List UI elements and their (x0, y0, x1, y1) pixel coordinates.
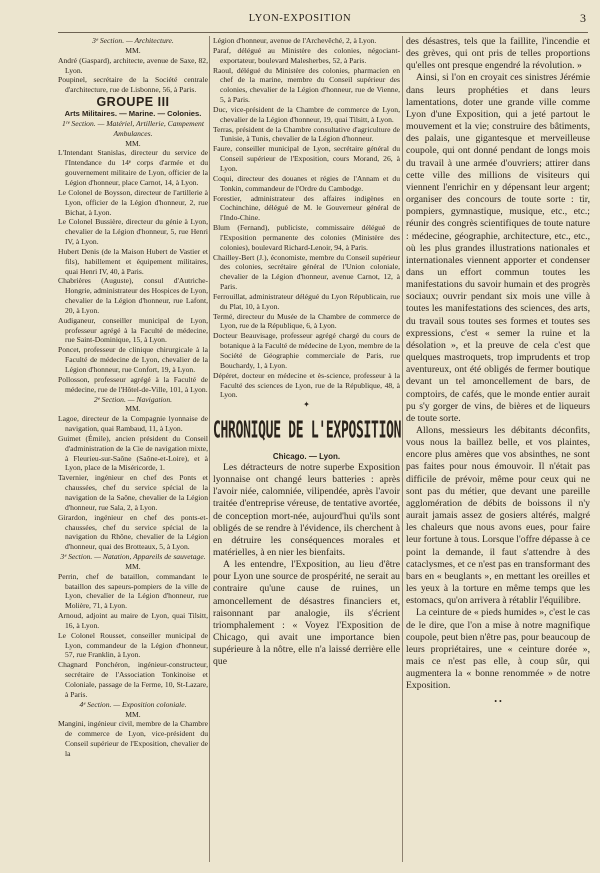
paragraph: A les entendre, l'Exposition, au lieu d'être pour Lyon une source de prospérité, ne serait au contraire qu'une cause de ruines, un amoncellement de désastres financiers et, raisonnant par analogie, ils s'écrient triomphalement : « Voyez l'Exposition de Chicago, qui avait une importance bien supérieure à la nôtre, elle n'a laissé derrière elle que (213, 559, 400, 668)
list-item: Termé, directeur du Musée de la Chambre de commerce de Lyon, rue de la République, 6, à Lyon. (213, 311, 400, 331)
column-three (406, 36, 590, 709)
list-item: L'Intendant Stanislas, directeur du service de l'Intendance du 14ᵉ corps d'armée et du gouvernement militaire de Lyon, officier de la Légion d'honneur, place Carnot, 14, à Lyon. (58, 148, 208, 187)
section-title: 1ʳᵉ Section. — Matériel, Artillerie, Campement Ambulances. (62, 118, 204, 138)
column-one (58, 36, 208, 759)
column-divider (402, 36, 403, 862)
paragraph: Les détracteurs de notre superbe Exposition lyonnaise ont changé leurs batteries : après l'avoir niée, calomniée, vilipendée, après l'avoir traitée d'entreprise véreuse, de tentative avortée, de conception mort-née, aujourd'hui qu'ils sont obligés de se rendre à l'évidence, ils cherchent à en détruire les conséquences morales et matérielles, à en nier les bienfaits. (213, 461, 400, 558)
list-item: Le Colonel de Boysson, directeur de l'artillerie à Lyon, officier de la Légion d'honneur, 2, rue Bichat, à Lyon. (58, 187, 208, 217)
list-item: Légion d'honneur, avenue de l'Archevêché, 2, à Lyon. (213, 36, 377, 45)
list-item: Pollosson, professeur agrégé à la Faculté de médecine, rue de l'Hôtel-de-Ville, 101, à Lyon. (58, 374, 208, 394)
list-item: Dépéret, docteur en médecine et ès-science, professeur à la Faculté des sciences de Lyon, rue de la République, 48, à Lyon. (213, 370, 400, 400)
list-item: Faure, conseiller municipal de Lyon, secrétaire général du Conseil supérieur de l'Exposition, cours Morand, 26, à Lyon. (213, 144, 400, 173)
list-item: Coqui, directeur des douanes et régies de l'Annam et du Tonkin, commandeur de l'Ordre du Cambodge. (213, 173, 400, 193)
list-item: Raoul, délégué du Ministère des colonies, pharmacien en chef de la marine, membre du Conseil supérieur des colonies, chevalier de la Légion d'honneur, rue de Vienne, 5, à Paris. (213, 65, 400, 105)
column-two (213, 36, 400, 669)
paragraph: Ainsi, si l'on en croyait ces sinistres Jérémie dans leurs prophéties et dans leurs lamentations, doter une grande ville comme Lyon d'une Exposition, qui a jeté partout le mouvement et la vie; construire des bâtiments, des palais, une gigantesque et merveilleuse coupole, qui ont donné pendant de longs mois du travail à une armée d'ouvriers; attirer dans cette ville des millions de visiteurs qui viennent l'enrichir en y dépensant leur argent; organiser des concours de toute sorte : tir, pompiers, gymnastique, musique, etc., etc.; réunir des congrès scientifiques de toute nature : médecine, géographie, architecture, etc., etc., où les plus grandes illustrations nationales et internationales viennent apporter et condenser dans un effort commun toutes les manifestations du savoir humain et des progrès sociaux; ouvrir pendant six mois une ville à toutes les manifestations des sciences, des arts, du travail sous toutes ses formes et toutes ses expressions, c'est « semer la ruine et la désolation », et la preuve de cela c'est que quelques mastroquets, trop imprudents et trop aventureux, ont été obligés de fermer boutique devant un tel amoncellement de bars, de comptoirs, de cafés, que le monde entier aurait pu s'y gorger de vins, de bières et de liqueurs de toute sorte. (406, 72, 590, 424)
chronicle-banner: CHRONIQUE DE L'EXPOSITION (213, 417, 402, 445)
list-item: Arnoud, adjoint au maire de Lyon, quai Tilsitt, 16, à Lyon. (58, 611, 208, 630)
section-title: 3ᵉ Section. — Natation, Appareils de sauvetage. (60, 552, 206, 562)
section-title: 2ᵉ Section. — Navigation. (93, 394, 173, 404)
group-title: GROUPE III (96, 95, 170, 110)
mm-heading: MM. (125, 45, 141, 55)
list-item: Perrin, chef de bataillon, commandant le bataillon des sapeurs-pompiers de la ville de Lyon, chevalier de la Légion d'honneur, rue Molière, 71, à Lyon. (58, 571, 208, 611)
list-item: Lagoe, directeur de la Compagnie lyonnaise de navigation, quai Rambaud, 11, à Lyon. (58, 414, 208, 434)
group-subtitle: Arts Militaires. — Marine. — Colonies. (64, 109, 202, 119)
list-item: Chabrières (Auguste), consul d'Autriche-Hongrie, administrateur des Hospices de Lyon, chevalier de la Légion d'honneur, rue Lafont, 20, à Lyon. (58, 276, 208, 315)
mm-heading: MM. (125, 138, 141, 148)
list-item: André (Gaspard), architecte, avenue de Saxe, 82, Lyon. (58, 55, 208, 75)
end-mark: • • (494, 697, 502, 707)
list-item: Docteur Beauvisage, professeur agrégé chargé du cours de botanique à la Faculté de médecine de Lyon, membre de la Société de Géographie commerciale de Paris, rue Bouchardy, 1, à Lyon. (213, 331, 400, 370)
list-item: Poupinel, secrétaire de la Société centrale d'architecture, rue de Lisbonne, 56, à Paris. (58, 75, 208, 95)
list-item: Le Colonel Rousset, conseiller municipal de Lyon, commandeur de la Légion d'honneur, 57, rue Franklin, à Lyon. (58, 630, 208, 660)
list-item: Blum (Fernand), publiciste, commissaire délégué de l'Exposition permanente des colonies (Ministère des colonies), boulevard Richard-Lenoir, 94, à Paris. (213, 223, 400, 252)
article-body (213, 462, 400, 669)
article-subtitle: Chicago. — Lyon. (272, 452, 341, 462)
mm-heading: MM. (125, 561, 141, 571)
section-title: 3ᵉ Section. — Architecture. (92, 36, 174, 45)
column-divider (209, 36, 210, 862)
list-item: Terras, président de la Chambre consultative d'agriculture de Tunisie, à Tunis, chevalier de la Légion d'honneur. (213, 124, 400, 144)
list-item: Guimet (Émile), ancien président du Conseil d'administration de la Cie de navigation mixte, à Fleurieu-sur-Saône (Saône-et-Loire), et à Lyon, place de la Miséricorde, 1. (58, 433, 208, 473)
page-number: 3 (580, 11, 586, 25)
ornament-icon: ✦ (303, 400, 310, 410)
mm-heading: MM. (125, 404, 141, 414)
section-title: 4ᵉ Section. — Exposition coloniale. (79, 699, 187, 709)
list-item: Forestier, administrateur des affaires indigènes en Cochinchine, délégué de M. le Gouverneur général de l'Indo-Chine. (213, 193, 400, 223)
list-item: Chagnard Ponchéron, ingénieur-constructeur, secrétaire de l'Association Tonkinoise et Coloniale, passage de la Ferme, 10, St-Lazare, à Paris. (58, 660, 208, 699)
list-item: Chailley-Bert (J.), économiste, membre du Conseil supérieur des colonies, secrétaire général de l'Union coloniale, chevalier de la Légion d'honneur, avenue Carnot, 12, à Paris. (213, 252, 400, 292)
list-item: Duc, vice-président de la Chambre de commerce de Lyon, chevalier de la Légion d'honneur, 19, quai Tilsitt, à Lyon. (213, 104, 400, 124)
header-rule (58, 32, 588, 33)
paragraph: Allons, messieurs les débitants déconfits, vous nous la baillez belle, et vos plaintes, encore plus amères que vos absinthes, ne sont pas faites pour nous émouvoir. Il n'était pas difficile de prévoir, même pour ceux qui ne sont pas du métier, que devant une pareille agglomération de débits de boissons il n'y aurait jamais assez de gosiers altérés, malgré les chaleurs que nous avons eues, pour faire leur fortune à tous. Lorsque l'offre dépasse à ce point la demande, il faut s'attendre à des cataclysmes, et ce n'est pas en transformant des bars en « beuglants », en mettant les oreilles et les yeux à la torture en même temps que les estomacs, qu'on arrivera à rétablir l'équilibre. (406, 425, 590, 607)
list-item: Tavernier, ingénieur en chef des Ponts et chaussées, chef du service spécial de la navigation de la Saône, chevalier de la Légion d'honneur, rue Sala, 2, à Lyon. (58, 473, 208, 512)
list-item: Girardon, ingénieur en chef des ponts-et-chaussées, chef du service spécial de la navigation du Rhône, chevalier de la Légion d'honneur, quai des Brotteaux, 5, à Lyon. (58, 512, 208, 552)
list-item: Audiganeur, conseiller municipal de Lyon, professeur agrégé à la Faculté de médecine, rue Saint-Dominique, 15, à Lyon. (58, 315, 208, 345)
list-item: Ferrouillat, administrateur délégué du Lyon Républicain, rue du Plat, 10, à Lyon. (213, 291, 400, 311)
list-item: Paraf, délégué au Ministère des colonies, négociant-exportateur, boulevard Malesherbes, 52, à Paris. (213, 45, 400, 65)
paragraph: La ceinture de « pieds humides », c'est le cas de le dire, que l'on a mise à notre magnifique coupole, peut bien n'être pas, pour beaucoup de leurs propriétaires, une « ceinture dorée », mais ce n'est pas elle, à coup sûr, qui augmentera la « bonne renommée » de notre Exposition. (406, 607, 590, 692)
running-title: LYON-EXPOSITION (248, 13, 352, 24)
list-item: Le Colonel Bussière, directeur du génie à Lyon, chevalier de la Légion d'honneur, 5, rue Henri IV, à Lyon. (58, 217, 208, 247)
page-header (0, 10, 600, 34)
paragraph: des désastres, tels que la faillite, l'incendie et des grèves, qui ont pris de telles proportions qu'elles ont presque engendré la révolution. » (406, 36, 590, 72)
list-item: Mangini, ingénieur civil, membre de la Chambre de commerce de Lyon, vice-président du Conseil supérieur de l'Exposition, chevalier de la (58, 719, 208, 758)
list-item: Hubert Denis (de la Maison Hubert de Vastier et fils), habillement et équipement militaires, quai Henri IV, 40, à Paris. (58, 246, 208, 276)
list-item: Poncet, professeur de clinique chirurgicale à la Faculté de médecine de Lyon, chevalier de la Légion d'honneur, rue Confort, 19, à Lyon. (58, 345, 208, 374)
mm-heading: MM. (125, 709, 141, 719)
